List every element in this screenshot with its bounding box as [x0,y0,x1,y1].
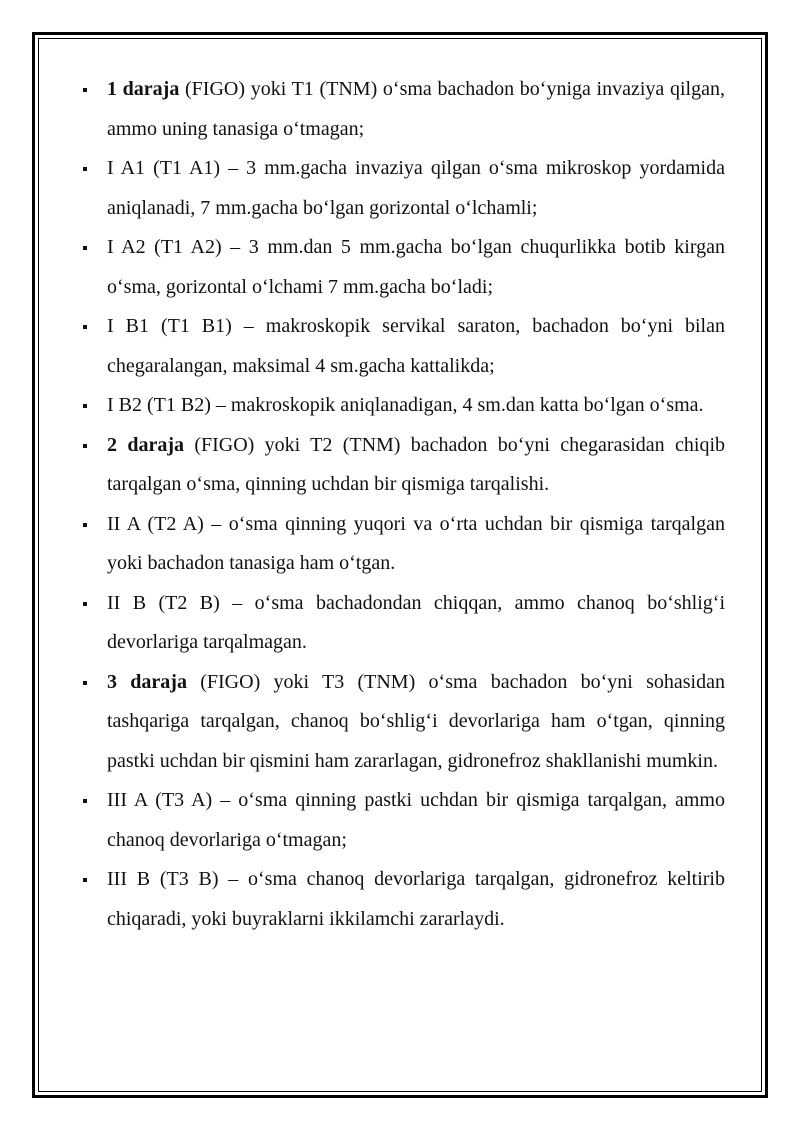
list-item [80,149,725,228]
list-item-text: III A (T3 A) – o‘sma qinning pastki uchdan bir qismiga tarqalgan, ammo chanoq devorlariga o‘tmagan; [107,789,725,851]
square-bullet-icon [83,404,87,408]
list-item [80,386,725,426]
list-item-text: (FIGO) yoki T2 (TNM) bachadon bo‘yni chegarasidan chiqib tarqalgan o‘sma, qinning uchdan bir qismiga tarqalishi. [107,433,725,495]
list-item [80,860,725,939]
square-bullet-icon [83,246,87,250]
list-item-text: I A1 (T1 A1) – 3 mm.gacha invaziya qilgan o‘sma mikroskop yordamida aniqlanadi, 7 mm.gacha bo‘lgan gorizontal o‘lchamli; [107,157,725,219]
stage-heading: 1 daraja [107,78,180,100]
list-item-text: I A2 (T1 A2) – 3 mm.dan 5 mm.gacha bo‘lgan chuqurlikka botib kirgan o‘sma, gorizontal o‘lchami 7 mm.gacha bo‘ladi; [107,236,725,298]
list-item [80,505,725,584]
list-item [80,584,725,663]
square-bullet-icon [83,878,87,882]
square-bullet-icon [83,681,87,685]
square-bullet-icon [83,88,87,92]
list-item-text: (FIGO) yoki T3 (TNM) o‘sma bachadon bo‘yni sohasidan tashqariga tarqalgan, chanoq bo‘shlig‘i devorlariga ham o‘tgan, qinning pastki uchdan bir qismini ham zararlagan, gidronefroz shakllanishi mumkin. [107,670,725,772]
square-bullet-icon [83,167,87,171]
document-body [80,70,725,939]
list-item [80,70,725,149]
list-item-text: II A (T2 A) – o‘sma qinning yuqori va o‘rta uchdan bir qismiga tarqalgan yoki bachadon tanasiga ham o‘tgan. [107,512,725,574]
list-item [80,307,725,386]
staging-list [80,70,725,939]
square-bullet-icon [83,799,87,803]
square-bullet-icon [83,325,87,329]
square-bullet-icon [83,523,87,527]
square-bullet-icon [83,602,87,606]
list-item [80,663,725,782]
list-item-text: III B (T3 B) – o‘sma chanoq devorlariga tarqalgan, gidronefroz keltirib chiqaradi, yoki buyraklarni ikkilamchi zararlaydi. [107,868,725,930]
list-item-text: II B (T2 B) – o‘sma bachadondan chiqqan, ammo chanoq bo‘shlig‘i devorlariga tarqalmagan. [107,591,725,653]
stage-heading: 3 daraja [107,670,187,693]
list-item [80,426,725,505]
square-bullet-icon [83,444,87,448]
stage-heading: 2 daraja [107,433,184,456]
list-item-text: I B2 (T1 B2) – makroskopik aniqlanadigan, 4 sm.dan katta bo‘lgan o‘sma. [107,394,704,416]
list-item-text: (FIGO) yoki T1 (TNM) o‘sma bachadon bo‘yniga invaziya qilgan, ammo uning tanasiga o‘tmagan; [107,78,725,140]
list-item [80,228,725,307]
list-item [80,781,725,860]
list-item-text: I B1 (T1 B1) – makroskopik servikal saraton, bachadon bo‘yni bilan chegaralangan, maksimal 4 sm.gacha kattalikda; [107,315,725,377]
